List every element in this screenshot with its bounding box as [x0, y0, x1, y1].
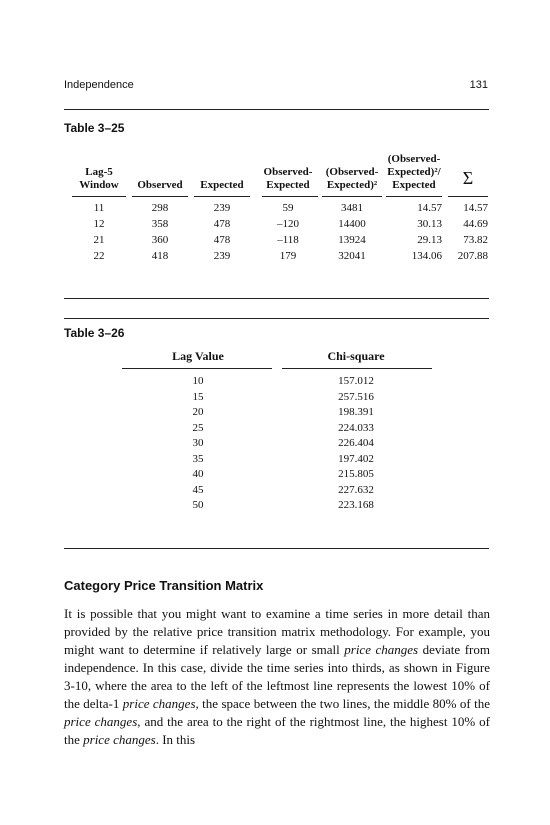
t26-underline — [122, 368, 272, 369]
t25-cell-lag-window: 11 — [93, 202, 105, 214]
running-head: Independence — [64, 79, 134, 91]
t25-cell-chi-term: 134.06 — [411, 250, 442, 262]
t25-underline — [194, 196, 250, 197]
t26-col-lag-value: Lag Value — [172, 349, 224, 363]
page-number: 131 — [469, 79, 488, 91]
t26-cell-chi-square: 223.168 — [338, 499, 374, 511]
t25-cell-expected: 478 — [213, 218, 231, 230]
t26-cell-lag-value: 15 — [192, 390, 204, 403]
t25-underline — [72, 196, 126, 197]
t26-cell-chi-square: 197.402 — [338, 452, 374, 465]
t25-cell-chi-term: 29.13 — [417, 234, 442, 246]
text-run: . In this — [155, 732, 196, 747]
text-run: , and the area to the right of the rightmost line, the highest 10% of the — [64, 714, 490, 747]
text-run: deviate from independence. In this case, divide the time series into thirds, as shown in Figure 3-10, where the area to the left of the leftmost line represents the lowest 10% of the delta-1 — [64, 642, 490, 711]
body-paragraph — [64, 605, 490, 749]
t25-cell-observed: 298 — [151, 202, 169, 214]
t25-cell-observed-expected: –118 — [277, 234, 299, 246]
t26-col-chi-square: Chi-square — [327, 349, 385, 363]
t26-cell-lag-value: 50 — [192, 499, 204, 511]
t25-cell-expected: 239 — [213, 202, 231, 214]
t25-cell-lag-window: 12 — [93, 218, 105, 230]
t25-col-sigma: Σ — [462, 168, 474, 188]
section-heading: Category Price Transition Matrix — [64, 578, 264, 593]
italic-term: price changes — [344, 642, 419, 657]
t25-underline — [386, 196, 442, 197]
t25-cell-squared: 13924 — [338, 234, 366, 246]
t25-col-squared: (Observed- Expected)² — [325, 166, 379, 191]
t25-cell-sigma: 207.88 — [457, 250, 488, 262]
table-3-26-caption: Table 3–26 — [64, 326, 125, 340]
t26-cell-chi-square: 257.516 — [338, 390, 374, 403]
t26-cell-chi-square: 224.033 — [338, 421, 374, 434]
t26-cell-lag-value: 35 — [192, 452, 204, 465]
table-3-25-caption: Table 3–25 — [64, 121, 125, 135]
t25-cell-observed: 358 — [151, 218, 169, 230]
t25-cell-squared: 3481 — [341, 202, 363, 214]
t25-cell-sigma: 14.57 — [463, 202, 488, 214]
t25-underline — [262, 196, 318, 197]
t26-cell-chi-square: 198.391 — [338, 406, 374, 418]
italic-term: price changes — [122, 696, 196, 711]
t25-cell-expected: 478 — [213, 234, 231, 246]
t25-cell-observed: 418 — [151, 250, 169, 262]
table-3-26-top-rule — [64, 318, 489, 319]
t25-col-observed: Observed — [137, 179, 183, 191]
t25-underline — [448, 196, 488, 197]
t26-cell-lag-value: 30 — [192, 437, 204, 449]
t26-cell-lag-value: 40 — [192, 468, 204, 480]
t26-cell-chi-square: 215.805 — [338, 468, 374, 480]
table-3-25-end-rule — [64, 298, 489, 299]
t26-cell-lag-value: 25 — [192, 421, 204, 434]
t26-cell-lag-value: 20 — [192, 406, 204, 418]
t26-cell-lag-value: 45 — [192, 483, 204, 496]
text-run: It is possible that you might want to examine a time series in more detail than provided by the relative price transition matrix methodology. For example, you might want to determine if relatively large or small — [64, 606, 490, 657]
t25-cell-chi-term: 30.13 — [417, 218, 442, 230]
t25-cell-lag-window: 21 — [93, 234, 105, 246]
text-run: , the space between the two lines, the middle 80% of the — [195, 696, 490, 711]
t25-cell-squared: 32041 — [338, 250, 366, 262]
italic-term: price changes — [83, 732, 156, 747]
t25-underline — [322, 196, 382, 197]
t25-cell-observed: 360 — [151, 234, 169, 246]
header-rule — [64, 109, 489, 110]
t25-col-chi-term: (Observed- Expected)²/ Expected — [387, 153, 441, 191]
t25-cell-observed-expected: 179 — [279, 250, 297, 262]
italic-term: price changes — [64, 714, 138, 729]
t25-cell-expected: 239 — [213, 250, 231, 262]
t25-cell-observed-expected: 59 — [282, 202, 294, 214]
t25-cell-squared: 14400 — [338, 218, 366, 230]
t25-cell-sigma: 44.69 — [463, 218, 488, 230]
t26-cell-chi-square: 227.632 — [338, 483, 374, 496]
t26-cell-chi-square: 157.012 — [338, 375, 374, 387]
t26-cell-lag-value: 10 — [192, 375, 204, 387]
t25-cell-lag-window: 22 — [93, 250, 105, 262]
t26-underline — [282, 368, 432, 369]
t25-col-expected: Expected — [200, 179, 244, 191]
t25-col-observed-expected: Observed- Expected — [263, 166, 313, 191]
t25-cell-observed-expected: –120 — [277, 218, 299, 230]
t26-cell-chi-square: 226.404 — [338, 437, 374, 449]
t25-underline — [132, 196, 188, 197]
t25-cell-chi-term: 14.57 — [417, 202, 442, 214]
t25-col-lag-window: Lag-5 Window — [79, 166, 119, 191]
table-3-26-end-rule — [64, 548, 489, 549]
t25-cell-sigma: 73.82 — [463, 234, 488, 246]
